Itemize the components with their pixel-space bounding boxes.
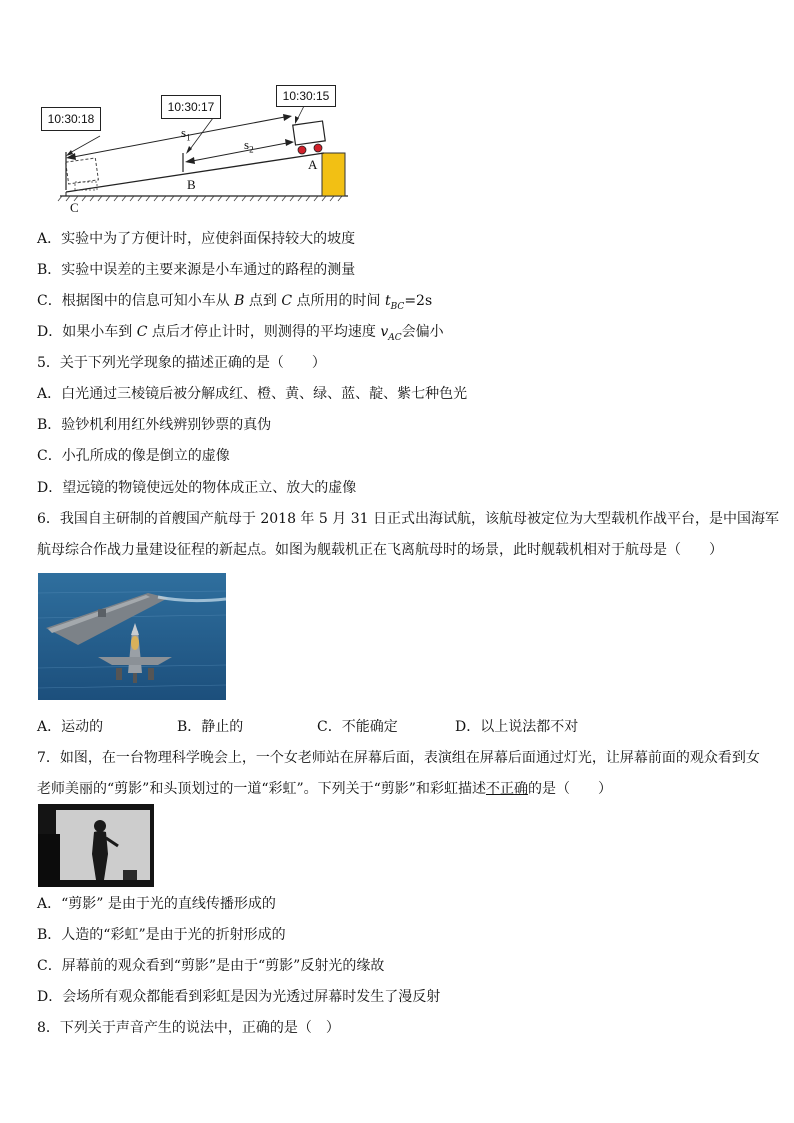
- q7-option-c: C．屏幕前的观众看到“剪影”是由于“剪影”反射光的缘故: [37, 958, 385, 974]
- label-b: B: [187, 177, 196, 192]
- label-s2: $s_2$: [244, 137, 254, 155]
- q7-stem-line2: 老师美丽的“剪影”和头顶划过的一道“彩虹”。下列关于“剪影”和彩虹描述不正确的是（ ）: [37, 781, 612, 797]
- q6-options: [37, 718, 757, 736]
- q4-option-d: D．如果小车到 C 点后才停止计时，则测得的平均速度 $v_{AC}$会偏小: [37, 324, 444, 343]
- carrier-photo: [38, 573, 226, 700]
- q4-option-c: C．根据图中的信息可知小车从 B 点到 C 点所用的时间 $t_{BC}=2s$: [37, 293, 433, 312]
- label-c: C: [70, 200, 79, 215]
- q6-option-b: B．静止的: [177, 719, 244, 735]
- carrier-photo-drawing: [38, 573, 226, 700]
- q4-option-a: A．实验中为了方便计时，应使斜面保持较大的坡度: [37, 231, 356, 247]
- q6-option-a: A．运动的: [37, 719, 104, 735]
- q5-stem: 5．关于下列光学现象的描述正确的是（ ）: [37, 355, 326, 371]
- silhouette-photo: [38, 804, 154, 887]
- q6-stem-line1: 6．我国自主研制的首艘国产航母于 2018 年 5 月 31 日正式出海试航，该航母被定位为大型载机作战平台，是中国海军: [37, 511, 779, 527]
- q5-option-b: B．验钞机利用红外线辨别钞票的真伪: [37, 417, 272, 433]
- silhouette-photo-drawing: [38, 804, 154, 887]
- q5-option-a: A．白光通过三棱镜后被分解成红、橙、黄、绿、蓝、靛、紫七种色光: [37, 386, 468, 402]
- q6-option-c: C．不能确定: [317, 719, 398, 735]
- q7-stem-line1: 7．如图，在一台物理科学晚会上，一个女老师站在屏幕后面，表演组在屏幕后面通过灯光，让屏幕前面的观众看到女: [37, 750, 760, 766]
- time-box-a: 10:30:15: [276, 85, 336, 107]
- q5-option-d: D．望远镜的物镜使远处的物体成正立、放大的虚像: [37, 480, 357, 496]
- q4-option-b: B．实验中误差的主要来源是小车通过的路程的测量: [37, 262, 356, 278]
- q6-option-d: D．以上说法都不对: [455, 719, 579, 735]
- time-box-c: 10:30:18: [41, 107, 101, 131]
- q7-option-b: B．人造的“彩虹”是由于光的折射形成的: [37, 927, 286, 943]
- label-s1: $s_1$: [181, 125, 191, 143]
- q8-stem: 8．下列关于声音产生的说法中，正确的是（ ）: [37, 1020, 340, 1036]
- q7-option-d: D．会场所有观众都能看到彩虹是因为光透过屏幕时发生了漫反射: [37, 989, 441, 1005]
- time-box-b: 10:30:17: [161, 95, 221, 119]
- q5-option-c: C．小孔所成的像是倒立的虚像: [37, 448, 230, 464]
- label-a: A: [308, 157, 318, 172]
- incline-diagram: [0, 80, 360, 220]
- q7-option-a: A．“剪影” 是由于光的直线传播形成的: [37, 896, 276, 912]
- q6-stem-line2: 航母综合作战力量建设征程的新起点。如图为舰载机正在飞离航母时的场景，此时舰载机相对于航母是（ ）: [37, 542, 723, 558]
